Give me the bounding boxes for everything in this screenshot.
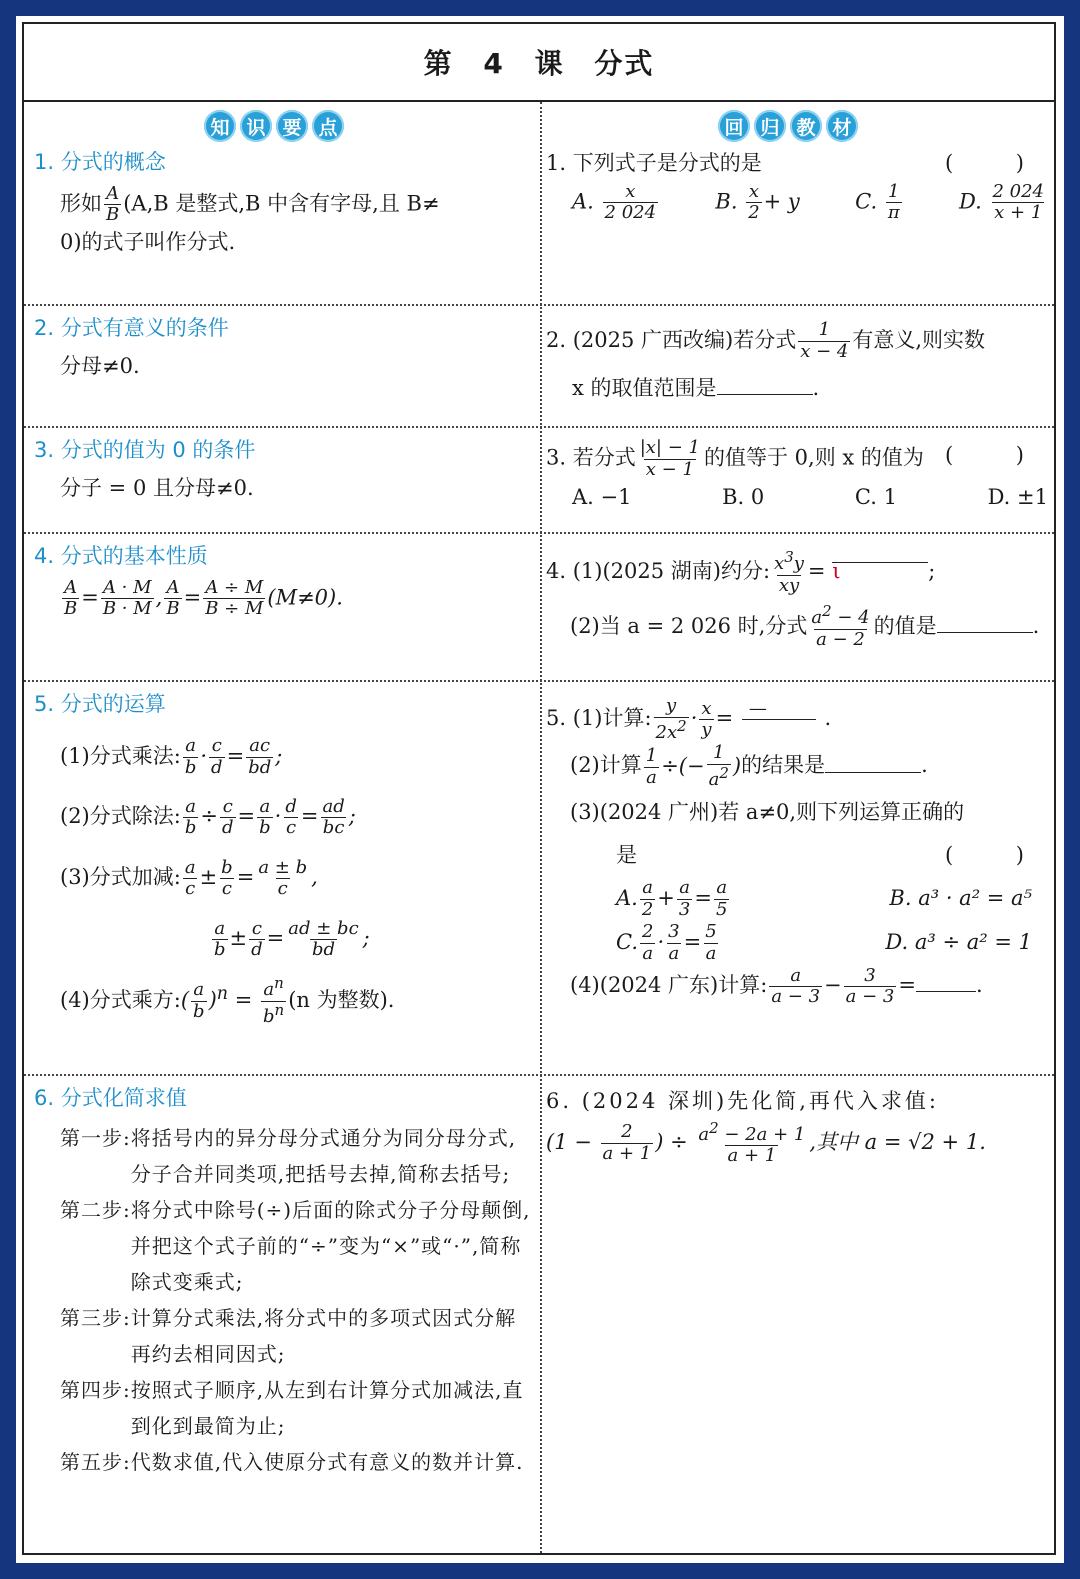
question-1 (546, 146, 1052, 224)
choice-d: D. ±1 (987, 485, 1048, 510)
section-title: 5. 分式的运算 (34, 692, 166, 716)
section-title: 1. 分式的概念 (34, 150, 166, 174)
step-item: 第五步: 代数求值,代入使原分式有意义的数并计算. (60, 1449, 524, 1474)
question-6: 6. (2024 深圳)先化简,再代入求值: (1 − $\frac{2}{a + 1}$ ) ÷ $\frac{a^2 - 2a + 1}{a + 1}$ ,其中 a = √2 + 1. (546, 1089, 986, 1167)
choice-c: C. $\frac{2}{a}$ · $\frac{3}{a}$ = $\frac{5}{a}$ (616, 920, 717, 964)
red-mark: ι (832, 559, 841, 583)
header-badge: 材 (826, 110, 858, 142)
choice-b: B. a³ · a² = a⁵ (889, 885, 1032, 910)
header-badge: 要 (276, 110, 308, 142)
choice-c: C. 1 (854, 485, 897, 510)
header-badge: 点 (312, 110, 344, 142)
multiplication-rule: (1)分式乘法: $\frac{a}{b}$ · $\frac{c}{d}$ = $\frac{ac}{bd}$ ; (60, 734, 283, 778)
row-divider (24, 426, 1054, 428)
knowledge-3 (34, 434, 534, 505)
fraction: $\frac{A}{B}$ (106, 182, 120, 226)
header-badge: 识 (240, 110, 272, 142)
knowledge-5 (34, 688, 534, 1031)
section-title: 3. 分式的值为 0 的条件 (34, 438, 256, 462)
step-item: 第一步: 将括号内的异分母分式通分为同分母分式,分子合并同类项,把括号去掉,简称去括号; (60, 1125, 517, 1186)
answer-blank[interactable] (832, 544, 928, 583)
choice-a: A. $\frac{x}{2 024}$ (572, 180, 657, 224)
answer-paren: ( ) (944, 443, 1052, 467)
choice-b: B. $\frac{x}{2}$ + y (715, 180, 800, 224)
question-4: 4. (1)(2025 湖南)约分: $\frac{x^3y}{xy}$ = ι ; (2)当 a = 2 026 时,分式 $\frac{a^2 - 4}{a - 2}$ 的值是 . (546, 544, 1052, 653)
row-divider (24, 1074, 1054, 1076)
section-header-knowledge (204, 110, 344, 142)
step-item: 第四步: 按照式子顺序,从左到右计算分式加减法,直到化到最简为止; (60, 1377, 524, 1438)
choice-d: D. a³ ÷ a² = 1 (885, 929, 1032, 954)
question-5: 5. (1)计算: $\frac{y}{2x^2}$ · $\frac{x}{y}$ = — . (2)计算 $\frac{1}{a}$ ÷(− $\frac{1}{a^2}$ )的结果是 . (3)(2024 广州)若 a≠0,则下列运算正确的 是 ( ) A. $\frac{a}{2}$ + $\frac{a}{3}$ = $\frac{a}{5}$ B. a³ · a² = a⁵ C. $\frac{2}{a}$ · $\frac{3}{a}$ = $\frac{5}{a}$ D. a³ ÷ a² = 1 (4)(2024 广东)计算: $\frac{a}{a - 3}$ − $\frac{3}{a - 3}$ = . (546, 695, 1052, 1008)
section-header-textbook (718, 110, 858, 142)
question-stem: 1. 下列式子是分式的是 (546, 151, 762, 175)
header-badge: 知 (204, 110, 236, 142)
row-divider (24, 304, 1054, 306)
row-divider (24, 680, 1054, 682)
condition-text: 分子 = 0 且分母≠0. (60, 475, 254, 500)
page (16, 16, 1064, 1563)
step-item: 第三步: 计算分式乘法,将分式中的多项式因式分解再约去相同因式; (60, 1305, 517, 1366)
answer-blank[interactable] (825, 754, 921, 773)
question-3: 3. 若分式 $\frac{|x| - 1}{x - 1}$ 的值等于 0,则 x 的值为 ( ) A. −1 B. 0 C. 1 D. ±1 (546, 438, 1052, 516)
choice-list (546, 480, 1052, 516)
property-formula: $\frac{A}{B}$ = $\frac{A \cdot M}{B \cdot M}$ , $\frac{A}{B}$ = $\frac{A \div M}{B \div M}$ (M≠0). (64, 576, 343, 620)
header-badge: 教 (790, 110, 822, 142)
choice-c: C. $\frac{1}{\pi}$ (855, 180, 900, 224)
power-rule: (4)分式乘方:( $\frac{a}{b}$ )$^n$ = $\frac{a^n}{b^n}$ (n 为整数). (60, 974, 395, 1028)
page-title: 第 4 课 分式 (24, 24, 1054, 102)
choice-d: D. $\frac{2 024}{x + 1}$ (959, 180, 1044, 224)
division-rule: (2)分式除法: $\frac{a}{b}$ ÷ $\frac{c}{d}$ = $\frac{a}{b}$ · $\frac{d}{c}$ = $\frac{ad}{bc}$ ; (60, 795, 356, 839)
condition-text: 分母≠0. (60, 353, 140, 378)
choice-row (546, 877, 1052, 921)
knowledge-4 (34, 540, 534, 620)
header-badge: 归 (754, 110, 786, 142)
answer-blank[interactable] (937, 614, 1033, 633)
answer-blank[interactable] (916, 973, 976, 992)
section-title: 4. 分式的基本性质 (34, 544, 208, 568)
knowledge-6 (34, 1082, 534, 1480)
worksheet-frame (22, 22, 1056, 1555)
step-item: 第二步: 将分式中除号(÷)后面的除式分子分母颠倒,并把这个式子前的“÷”变为“×”或“·”,简称除式变乘式; (60, 1197, 531, 1294)
knowledge-2 (34, 312, 534, 383)
section-title: 2. 分式有意义的条件 (34, 316, 229, 340)
addition-rule: (3)分式加减: $\frac{a}{c}$ ± $\frac{b}{c}$ = $\frac{a \pm b}{c}$ , $\frac{a}{b}$ ± $\frac{c}{d}$ = $\frac{ad \pm bc}{bd}$ ; (60, 856, 370, 961)
definition-text: 形如 $\frac{A}{B}$ (A,B 是整式,B 中含有字母,且 B≠ 0)的式子叫作分式. (60, 182, 440, 254)
question-2: 2. (2025 广西改编)若分式 $\frac{1}{x - 4}$ 有意义,则实数 x 的取值范围是 . (546, 319, 986, 401)
choice-row (546, 921, 1052, 965)
answer-blank[interactable] (717, 376, 813, 395)
header-badge: 回 (718, 110, 750, 142)
section-title: 6. 分式化简求值 (34, 1086, 187, 1110)
knowledge-1 (34, 146, 534, 260)
choice-a: A. $\frac{a}{2}$ + $\frac{a}{3}$ = $\frac{a}{5}$ (616, 877, 728, 920)
choice-b: B. 0 (722, 485, 765, 510)
row-divider (24, 532, 1054, 534)
choice-a: A. −1 (572, 485, 632, 510)
answer-paren: ( ) (944, 842, 1052, 867)
column-divider (540, 102, 542, 1553)
answer-paren: ( ) (944, 151, 1052, 175)
choice-list (546, 182, 1052, 224)
